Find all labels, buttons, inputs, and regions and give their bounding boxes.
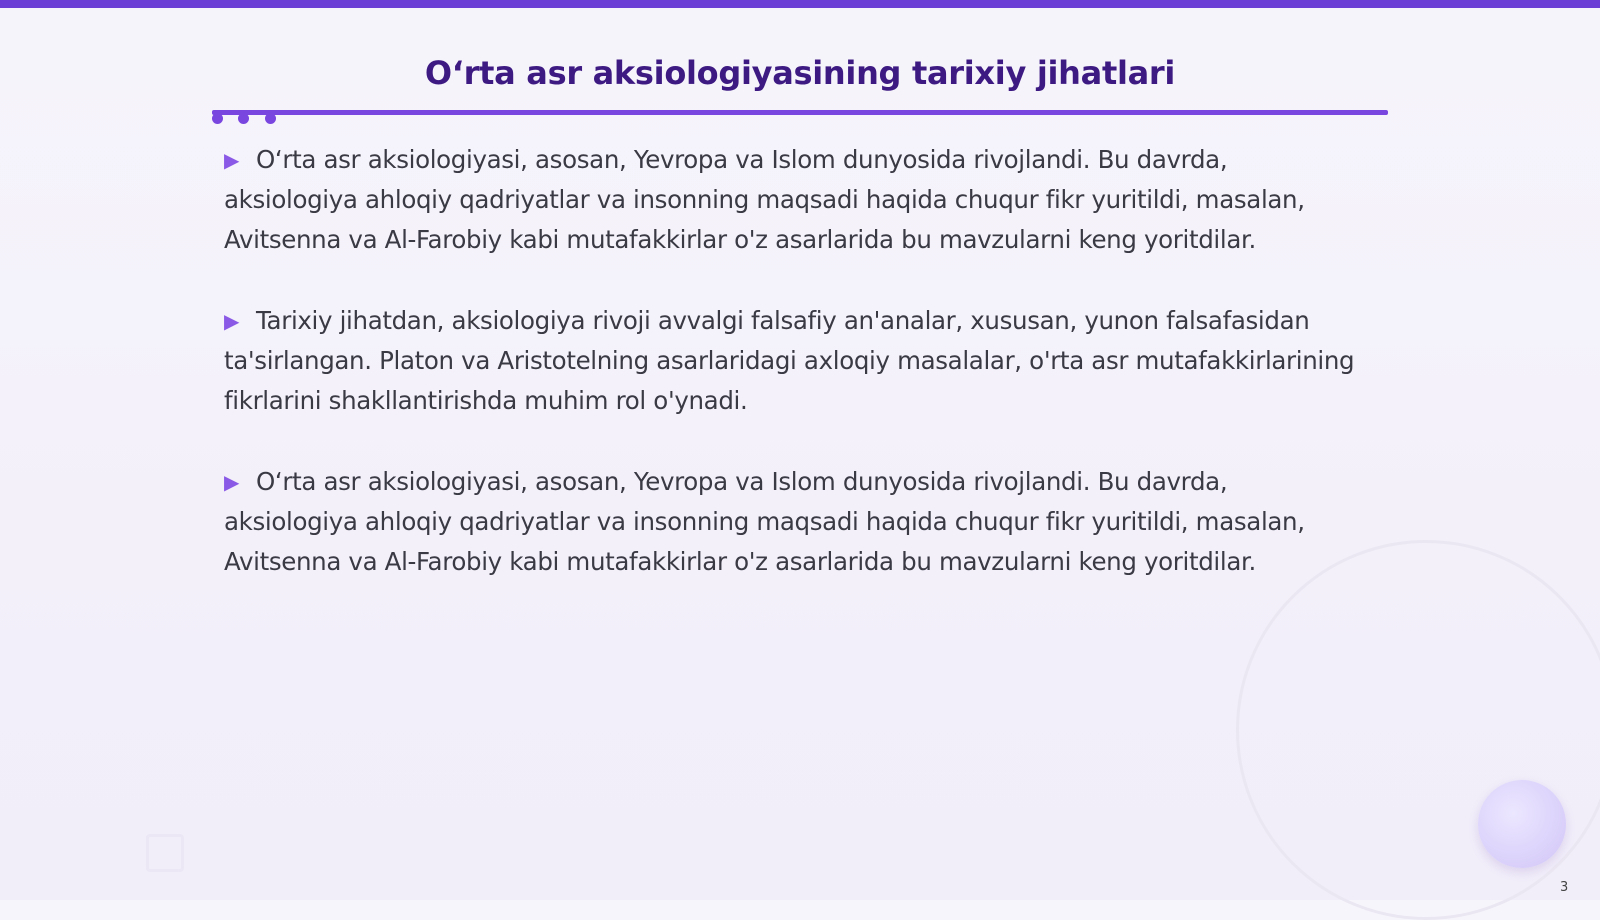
triangle-bullet-icon: ▶ [224,470,240,494]
decorative-square [146,834,184,872]
bullet-text-1: O‘rta asr aksiologiyasi, asosan, Yevropa va Islom dunyosida rivojlandi. Bu davrda, aksiologiya ahloqiy qadriyatlar va insonning maqsadi haqida chuqur fikr yuritildi, masalan, Avitsenna va Al-Farobiy kabi mutafakkirlar o'z asarlarida bu mavzularni keng yoritdilar. [224,145,1305,254]
bullet-paragraph-3 [224,462,1364,582]
triangle-bullet-icon: ▶ [224,309,240,333]
ornament-dot [265,113,276,124]
bullet-paragraph-2 [224,301,1364,421]
decorative-sphere [1478,780,1566,868]
ornament-dot [238,113,249,124]
title-underline [212,110,1388,115]
bullet-paragraph-1 [224,140,1364,260]
bullet-text-3: O‘rta asr aksiologiyasi, asosan, Yevropa va Islom dunyosida rivojlandi. Bu davrda, aksiologiya ahloqiy qadriyatlar va insonning maqsadi haqida chuqur fikr yuritildi, masalan, Avitsenna va Al-Farobiy kabi mutafakkirlar o'z asarlarida bu mavzularni keng yoritdilar. [224,467,1305,576]
ornament-dot [212,113,223,124]
bullet-text-2: Tarixiy jihatdan, aksiologiya rivoji avvalgi falsafiy an'analar, xususan, yunon falsafasidan ta'sirlangan. Platon va Aristotelning asarlaridagi axloqiy masalalar, o'rta asr mutafakkirlarining fikrlarini shakllantirishda muhim rol o'ynadi. [224,306,1355,415]
title-dots-ornament [212,113,292,127]
page-number: 3 [1560,880,1569,895]
triangle-bullet-icon: ▶ [224,148,240,172]
slide-title: O‘rta asr aksiologiyasining tarixiy jihatlari [424,54,1176,92]
top-accent-bar [0,0,1600,8]
slide-body [224,140,1364,623]
